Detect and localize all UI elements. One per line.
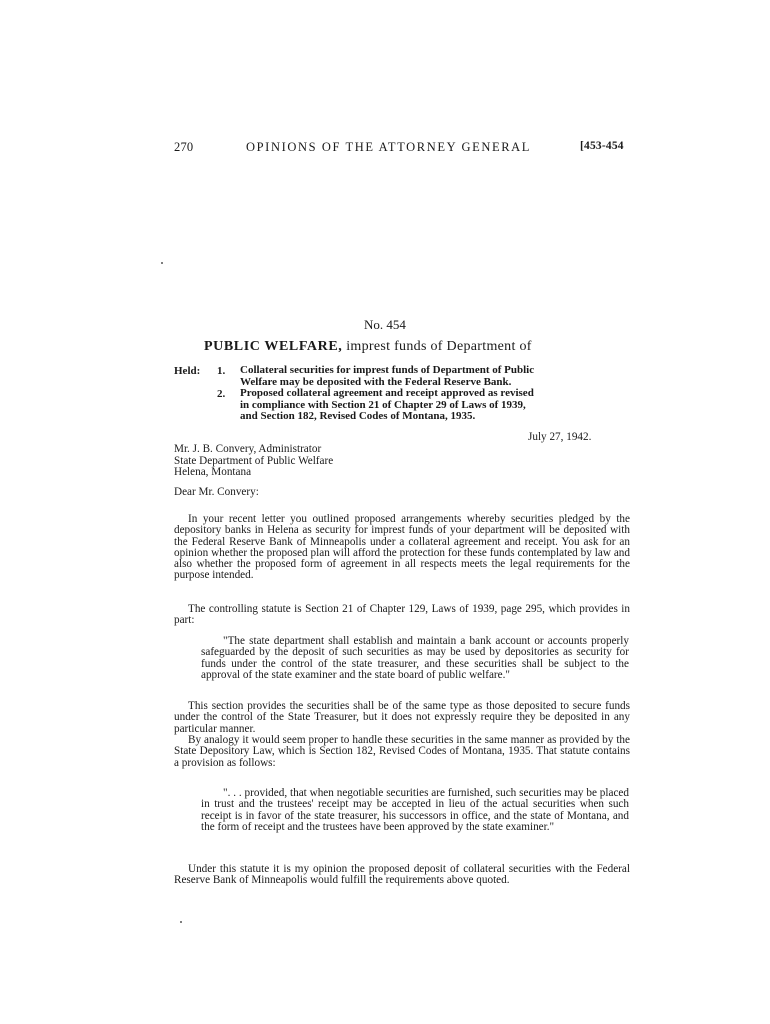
scan-speck (161, 262, 163, 264)
held-item-line: Proposed collateral agreement and receipt approved as revised (240, 387, 534, 399)
salutation: Dear Mr. Convery: (174, 486, 259, 498)
body-paragraph: Under this statute it is my opinion the proposed deposit of collateral securities with the Federal Reserve Bank of Minneapolis would fulfill the requirements above quoted. (174, 863, 630, 887)
held-item-line: in compliance with Section 21 of Chapter 29 of Laws of 1939, (240, 398, 526, 411)
body-paragraph: This section provides the securities shall be of the same type as those deposited to secure funds under the control of the State Treasurer, but it does not expressly require they be deposited in any particular manner. (174, 700, 630, 735)
scan-speck (180, 921, 182, 923)
held-item-line: and Section 182, Revised Codes of Montana, 1935. (240, 410, 476, 422)
statute-quote: ". . . provided, that when negotiable securities are furnished, such securities may be placed in trust and the trustees' receipt may be accepted in lieu of the actual securities when such receipt is in favor of the state treasurer, his successors in office, and the state of Montana, and the form of receipt and the trustees have been approved by the state examiner." (201, 787, 629, 833)
running-head: OPINIONS OF THE ATTORNEY GENERAL (246, 140, 532, 154)
subject-rest: imprest funds of Department of (342, 339, 532, 354)
held-label: Held: (174, 365, 201, 377)
opinion-range: [453-454 (580, 140, 624, 152)
addressee-city: Helena, Montana (174, 466, 252, 478)
body-paragraph: The controlling statute is Section 21 of Chapter 129, Laws of 1939, page 295, which provides in part: (174, 603, 630, 627)
subject-bold: PUBLIC WELFARE, (204, 339, 343, 354)
held-item-line: Collateral securities for imprest funds of Department of Public (240, 364, 535, 376)
addressee-name: Mr. J. B. Convery, Administrator (174, 443, 322, 455)
opinion-subject (204, 339, 532, 355)
page-number: 270 (174, 140, 194, 154)
body-paragraph: In your recent letter you outlined proposed arrangements whereby securities pledged by the depository banks in Helena as security for imprest funds of your department will be deposited with the Federal Reserve Bank of Minneapolis under a collateral agreement and receipt. You ask for an opinion whether the proposed plan will afford the protection for these funds contemplated by law and also whether the proposed form of agreement in all respects meets the legal requirements for the purpose intended. (174, 513, 630, 582)
body-paragraph: By analogy it would seem proper to handle these securities in the same manner as provided by the State Depository Law, which is Section 182, Revised Codes of Montana, 1935. That statute contains a provision as follows: (174, 734, 630, 769)
addressee-department: State Department of Public Welfare (174, 454, 334, 467)
held-item-number: 1. (217, 365, 226, 377)
letter-date: July 27, 1942. (528, 431, 592, 443)
held-item-line: Welfare may be deposited with the Federal Reserve Bank. (240, 375, 512, 388)
statute-quote: "The state department shall establish and maintain a bank account or accounts properly safeguarded by the deposit of such securities as may be used by depositories as security for funds under the control of the state treasurer, and these securities shall be subject to the approval of the state examiner and the state board of public welfare." (201, 635, 629, 681)
opinion-number: No. 454 (364, 317, 406, 332)
held-item-number: 2. (217, 388, 226, 400)
